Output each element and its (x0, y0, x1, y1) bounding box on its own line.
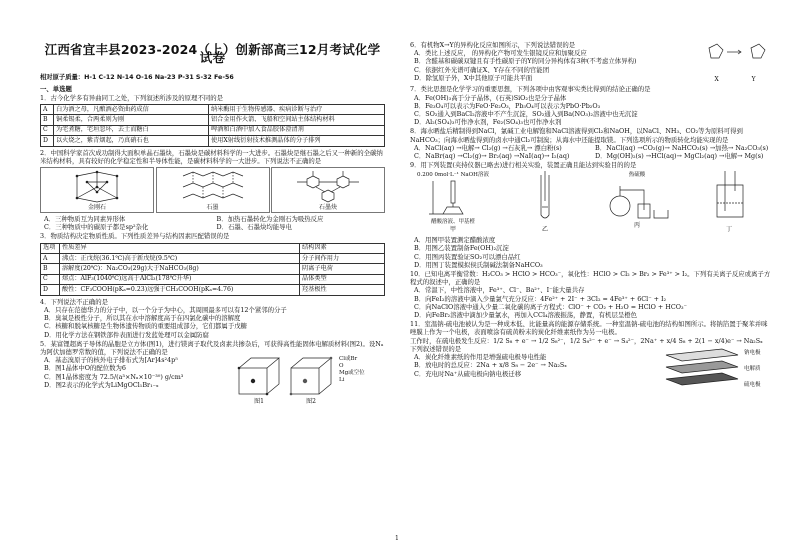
option-b: B．用图乙装置制备Fe(OH)₂沉淀 (414, 244, 509, 253)
flask-apparatus-icon (602, 180, 672, 220)
q8-stem: 8．海水晒盐后精制得到NaCl，氯碱工业电解饱和NaCl溶液得到Cl₂和NaOH，以NaCl、NH₃、CO₂等为原料可得到NaHCO₃；向海水晒盐得到的卤水中通Cl₂可制溴；从海水中还能提取镁。下列选项所示的物质转化均能实现的是 (410, 127, 743, 144)
cell: D (41, 285, 60, 295)
option-d: D．向FeBr₂溶液中滴加少量氯水，再加入CCl₄溶液振荡，静置，有机层呈橙色 (414, 311, 638, 320)
q11-stem: 11．室温钠-硫电池被认为是一种成本低、比能量高的能源存储系统。一种室温钠-硫电池的结构如图所示。将钠箔置于聚苯并咪唑膜上作为一个电极，表面喷涂有硫黄粉末的炭化纤维素纸作为另一电极。 (410, 320, 768, 337)
option-c: C．用图丙装置验证SO₂可以漂白品红 (414, 252, 521, 261)
option-c: C．核糖和脱氧核糖是生物体遗传物质的重要组成部分，它们都属于戊糖 (44, 322, 247, 331)
option-b: B．向FeI₂的溶液中滴入少量氯气充分反应：4Fe²⁺ + 2I⁻ + 3Cl₂ = 4Fe³⁺ + 6Cl⁻ + I₂ (414, 294, 667, 303)
q11-equation: 工作时，在硫电极发生反应：1/2 S₈ + e⁻ → 1/2 S₈²⁻，1/2 S₈²⁻ + e⁻ → S₄²⁻，2Na⁺ + x/4 S₈ + 2(1 − x/4)e⁻ → Na₂Sₓ (410, 336, 763, 345)
q5-body (40, 356, 385, 406)
header-cell: 性质差异 (60, 243, 300, 253)
q2-stem: 2．中国科学家首次成功制得大面积单晶石墨炔，石墨炔是碳材料科学的一大进步。石墨炔是继石墨之后又一种新的全碳纳米结构材料，具有较好的化学稳定性和半导体性能，是碳材料科学的一大进步。下列说法不正确的是 (40, 148, 383, 165)
graphite-layers-icon (178, 170, 248, 204)
table-row (41, 136, 385, 146)
option-b: B．NaCl(aq) →CO₂(g)→ NaHCO₃(s) →加热→ Na₂CO₃(s) (595, 143, 769, 152)
option-b: B．加热石墨转化为金刚石为吸热反应 (216, 215, 324, 224)
cell: 为宅煮糖，宅垣忽坏，去土而糖白 (54, 125, 209, 135)
left-column (40, 40, 385, 538)
option-c: C．SO₂通入到BaCl₂溶液中不产生沉淀，SO₂通入到Ba(NO₃)₂溶液中也无沉淀 (414, 110, 638, 119)
option-d: D．Mg(OH)₂(s) →HCl(aq)→ MgCl₂(aq) →电解→ Mg(s) (595, 152, 764, 161)
option-b: B．Fe₃O₄可以表示为FeO·Fe₂O₃，Pb₃O₄可以表示为PbO·Pb₂O₃ (414, 101, 601, 110)
battery-layers-icon (662, 345, 742, 393)
graphyne-network-icon (293, 170, 363, 204)
cell: 羟基极性 (300, 285, 385, 295)
cell: 铝合金用作火箭、飞船和空间站主体结构材料 (209, 115, 385, 125)
q5-options (40, 356, 235, 406)
cell: 溶解度(20℃)：Na₂CO₃(29g)大于NaHCO₃(8g) (60, 264, 300, 274)
section-single-choice: 一、单选题 (40, 84, 72, 93)
header-cell: 结构因素 (300, 243, 385, 253)
q3-stem: 3．物质结构决定物质性质。下列性质差异与结构因素匹配错误的是 (40, 232, 230, 241)
option-a: A．三种物质互为同素异形体 (44, 215, 126, 224)
cell: 白为酒之母，凡酿酒必资曲药成信 (54, 105, 209, 115)
option-b: B．放电时的总反应：2Na + x/8 S₈ − 2e⁻ → Na₂Sₓ (414, 361, 567, 370)
crystal-cell-figure-2 (287, 356, 335, 406)
table-row (41, 274, 385, 284)
diamond-structure-figure (40, 167, 154, 213)
option-d: D．除氢原子外，X中其他原子可能共平面 (414, 73, 533, 82)
q5-legend (339, 356, 365, 406)
cell: 阴离子电荷 (300, 264, 385, 274)
cell: B (41, 264, 60, 274)
molecule-label-y: Y (751, 76, 756, 84)
option-c: C．向NaClO溶液中通入少量二氧化碳的离子方程式：ClO⁻ + CO₂ + H₂O = HClO + HCO₃⁻ (414, 302, 687, 311)
apparatus-label: 0.200 0mol·L⁻¹ NaOH溶液 (417, 172, 489, 179)
q5-stem: 5．某富锂超离子导体的晶胞是立方体(图1)，进行镁离子取代及卤素共掺杂后，可获得高性能固体电解质材料(图2)。设Nₐ为阿伏加德罗常数的值，下列说法不正确的是 (40, 339, 384, 356)
crystal-cell-figure-1 (235, 356, 283, 406)
cube-cell-icon (287, 356, 335, 396)
q6-text (410, 40, 698, 84)
option-d: D．用化学方法在钢铁部件表面进行发蓝处理可以金属防腐 (44, 330, 209, 339)
cell: D (41, 136, 54, 146)
cell: B (41, 115, 54, 125)
figure-caption: 丙 (633, 221, 640, 229)
cell: 啤酒和白酒中加入食品胶体澄清剂 (209, 125, 385, 135)
figure-caption: 图1 (254, 398, 264, 406)
header-cell: 选项 (41, 243, 60, 253)
test-tube-icon (515, 171, 575, 223)
page-number: 1 (395, 535, 399, 542)
apparatus-yi (502, 171, 588, 234)
option-a: A．炭化纤维素纸的作用是增强硫电极导电性能 (414, 353, 547, 362)
battery-labels (744, 345, 761, 393)
cell: 熔点：AlF₃(1040℃)远高于AlCl₃(178℃升华) (60, 274, 300, 284)
option-c: C．充电时Na⁺从硫电极向钠电极迁移 (414, 369, 522, 378)
option-d: D．石墨、石墨炔均能导电 (216, 223, 292, 232)
option-a: A．常温下，中性溶液中，Fe³⁺、Cl⁻、Ba²⁺、I⁻能大量共存 (414, 286, 585, 295)
figure-caption: 石墨 (206, 203, 219, 211)
q10-stem: 10．已知电离平衡常数：H₂CO₃ > HClO > HCO₃⁻，氧化性：HClO > Cl₂ > Br₂ > Fe³⁺ > I₂。下列有关离子反应或离子方程式的叙述中，正确的是 (410, 270, 771, 287)
option-c: C．三种物质中的碳原子都是sp²杂化 (44, 223, 149, 232)
cell: 沸点：正戊烷(36.1℃)高于新戊烷(9.5℃) (60, 254, 300, 264)
option-c: C．NaBr(aq) →Cl₂(g)→ Br₂(aq) →NaI(aq)→ I₂(aq) (414, 152, 570, 161)
label-sulfur-electrode: 硫电极 (744, 381, 761, 388)
option-a: A．NaCl(aq) →电解→ Cl₂(g) →石灰乳→ 漂白粉(s) (414, 143, 562, 152)
table-row (41, 254, 385, 264)
table-row (41, 125, 385, 135)
q8-options-2 (410, 152, 772, 160)
cube-cell-icon (235, 356, 283, 396)
isomerization-scheme-icon (699, 40, 771, 74)
apparatus-label: 热硫酸 (628, 172, 646, 179)
table-row (41, 285, 385, 295)
table-row (41, 264, 385, 274)
option-c: C．图1晶体密度为 72.5/(a³×Nₐ×10⁻³⁰) g/cm³ (44, 372, 184, 381)
molecule-label-x: X (714, 76, 719, 84)
option-a: A．Fe(OH)₃高于分子晶体，(石英)SiO₂也是分子晶体 (414, 93, 567, 102)
option-d: D．Al₂(SO₄)₃可作净水剂，Fe₂(SO₄)₃也可作净水剂 (414, 118, 562, 127)
option-a: A．用图甲装置测定醋酸浓度 (414, 236, 496, 245)
cell: 纳米酶用于生物传感器、疾病诊断与治疗 (209, 105, 385, 115)
option-b: B．臭氧是极性分子，所以其在水中溶解度高于在四氯化碳中的溶解度 (44, 314, 241, 323)
right-column (410, 40, 772, 538)
cell: 晶体类型 (300, 274, 385, 284)
q2-options-2 (40, 223, 385, 231)
option-a: A．基态溴原子的核外电子排布式为[Ar]4s²4p⁵ (44, 356, 178, 365)
cell: C (41, 125, 54, 135)
figure-caption: 丁 (725, 225, 732, 233)
figure-caption: 甲 (449, 226, 456, 234)
option-d: D．图2表示的化学式为LiMgOCl₁Br₁₋ₓ (44, 380, 159, 389)
legend-item: Mg或空位 (339, 370, 365, 377)
diamond-lattice-icon (67, 170, 127, 204)
graphite-structure-figure (156, 167, 270, 213)
cell: 使用X射线衍射技术推测晶体的分子排列 (209, 136, 385, 146)
apparatus-jia (410, 171, 496, 234)
q5-figures (235, 356, 385, 406)
cell: A (41, 105, 54, 115)
apparatus-bing (594, 171, 680, 234)
graphyne-structure-figure (271, 167, 385, 213)
cell: C (41, 274, 60, 284)
q6-reaction-figure (698, 40, 772, 84)
legend-item: Li (339, 377, 345, 384)
q11-body (410, 345, 772, 393)
table-header-row (41, 243, 385, 253)
q9-stem: 9．用下列装置(夹持仪器已略去)进行相关实验，装置正确且能达到实验目的的是 (410, 161, 637, 170)
q9-apparatus-figures (410, 171, 772, 234)
option-a: A．类比上述反应， 的异构化产物可发生银镜反应和加聚反应 (414, 49, 587, 58)
cell: 分子间作用力 (300, 254, 385, 264)
q6-labels (698, 76, 772, 84)
label-sodium-electrode: 钠电极 (744, 349, 761, 356)
figure-caption: 图2 (306, 398, 316, 406)
atomic-masses: 相对原子质量：H-1 C-12 N-14 O-16 Na-23 P-31 S-32 Fe-56 (40, 74, 234, 82)
apparatus-label: 醋酸溶液、甲基橙 (430, 218, 475, 225)
figure-caption: 金刚石 (87, 203, 106, 211)
legend-item: Cl或Br (339, 356, 358, 363)
q4-stem: 4．下列说法不正确的是 (40, 297, 108, 306)
cell: 以火烧之，紫青烟起，乃真硝石也 (54, 136, 209, 146)
table-row (41, 105, 385, 115)
q1-table (40, 104, 385, 147)
apparatus-ding (686, 171, 772, 234)
option-a: A．只存在范德华力的分子中，以一个分子为中心，其周围最多可以有12个紧邻的分子 (44, 305, 287, 314)
q6-block (410, 40, 772, 84)
gas-bottle-icon (699, 171, 759, 223)
burette-icon (423, 180, 483, 216)
q3-table (40, 243, 385, 296)
q11-options (410, 345, 662, 393)
cell: A (41, 254, 60, 264)
q2-figures (40, 167, 385, 213)
option-b: B．图1晶体中O的配位数为6 (44, 364, 126, 373)
figure-caption: 石墨炔 (318, 203, 337, 211)
q7-stem: 7．类比思想是化学学习的重要思想，下列各项中由客观事实类比得到的结论正确的是 (410, 85, 651, 94)
figure-caption: 乙 (541, 225, 548, 233)
option-d: D．用图丁装置模拟侯氏制碱法制备NaHCO₃ (414, 260, 543, 269)
table-row (41, 115, 385, 125)
q6-stem: 6．有机物X→Y的异构化反应如图所示，下列说法错误的是 (410, 41, 576, 49)
cell: 铜柔锡柔，合两柔则为刚 (54, 115, 209, 125)
option-c: C．依据红外光谱可确证X、Y存在不同的官能团 (414, 65, 550, 74)
q8-options (410, 144, 772, 152)
label-electrolyte: 电解质 (744, 365, 761, 372)
cell: 酸性：CF₃COOH(pKₐ=0.23)远强于CH₃COOH(pKₐ=4.76) (60, 285, 300, 295)
option-b: B．含醛基和碳碳双键且有手性碳原子的Y的同分异构体有3种(不考虑立体异构) (414, 57, 637, 66)
exam-title: 江西省宜丰县2023-2024（上）创新部高三12月考试化学试卷 (44, 42, 381, 66)
q11-sub: 下列叙述错误的是 (410, 344, 462, 353)
q1-stem: 1．古今化学多有异曲同工之处，下列叙述所涉及的原理不同的是 (40, 93, 224, 102)
legend-item: O (339, 363, 344, 370)
battery-structure-figure (662, 345, 772, 393)
